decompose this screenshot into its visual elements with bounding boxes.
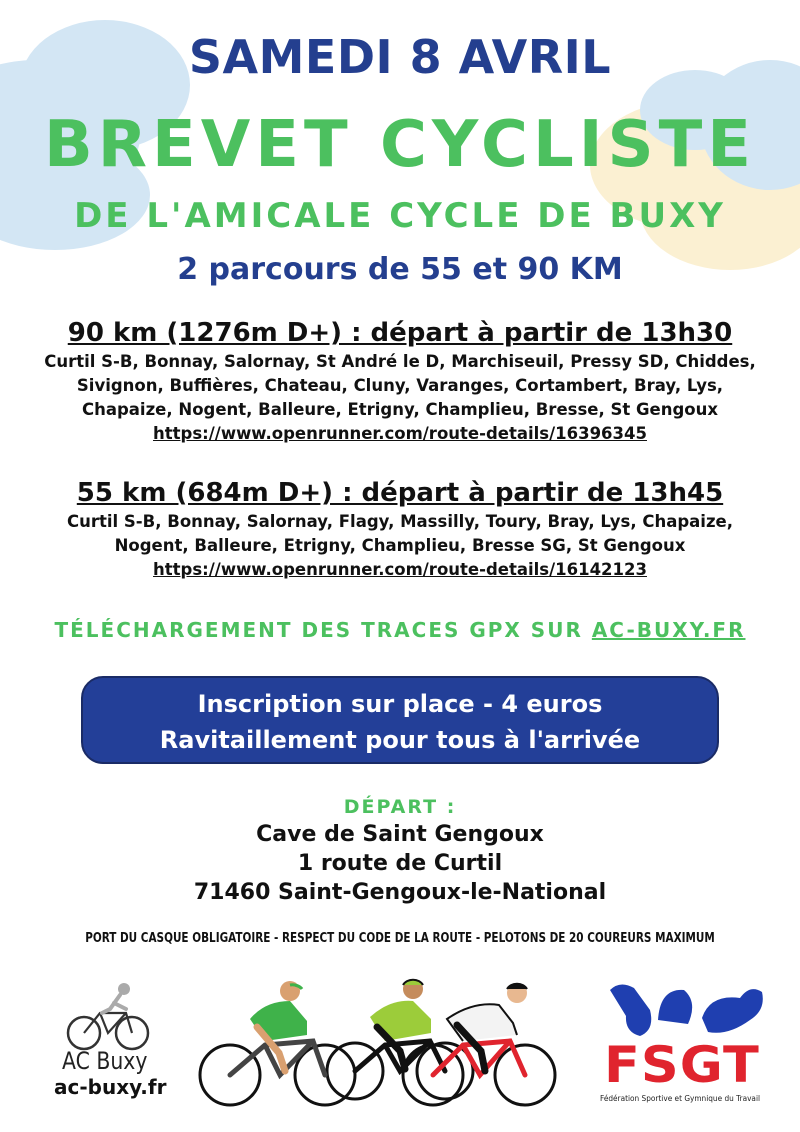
fsgt-full-name: Fédération Sportive et Gymnique du Travail xyxy=(600,1094,761,1103)
info-box-registration: Inscription sur place - 4 euros xyxy=(197,690,603,718)
fsgt-acronym: FSGT xyxy=(604,1036,760,1094)
info-box-refreshment: Ravitaillement pour tous à l'arrivée xyxy=(159,726,641,754)
departure-label: DÉPART : xyxy=(343,796,457,818)
gpx-text: TÉLÉCHARGEMENT DES TRACES GPX SUR xyxy=(54,618,583,642)
route-90-heading: 90 km (1276m D+) : départ à partir de 13h30 xyxy=(67,318,733,348)
gpx-link[interactable]: AC-BUXY.FR xyxy=(591,618,746,642)
route-55-heading: 55 km (684m D+) : départ à partir de 13h45 xyxy=(76,478,724,508)
parcours-summary: 2 parcours de 55 et 90 KM xyxy=(177,252,623,287)
route-90-section xyxy=(0,318,800,446)
info-box xyxy=(81,676,719,764)
fsgt-logo xyxy=(600,980,770,1110)
route-90-link[interactable]: https://www.openrunner.com/route-details/16396345 xyxy=(153,424,647,443)
event-title: BREVET CYCLISTE xyxy=(43,108,757,182)
route-55-section xyxy=(0,478,800,582)
route-55-line-2: Nogent, Balleure, Etrigny, Champlieu, Bresse SG, St Gengoux xyxy=(114,536,686,555)
departure-place: Cave de Saint Gengoux xyxy=(256,822,544,847)
cyclists-illustration xyxy=(195,975,560,1115)
event-date: SAMEDI 8 AVRIL xyxy=(188,30,612,84)
departure-street: 1 route de Curtil xyxy=(297,851,503,876)
route-55-line-1: Curtil S-B, Bonnay, Salornay, Flagy, Massilly, Toury, Bray, Lys, Chapaize, xyxy=(66,512,734,531)
departure-address xyxy=(0,820,800,907)
route-90-line-2: Sivignon, Buffières, Chateau, Cluny, Varanges, Cortambert, Bray, Lys, xyxy=(76,376,724,395)
ac-buxy-logo xyxy=(40,975,190,1105)
route-55-link[interactable]: https://www.openrunner.com/route-details/16142123 xyxy=(153,560,647,579)
cyclist-icon xyxy=(40,975,190,1055)
safety-rules: PORT DU CASQUE OBLIGATOIRE - RESPECT DU CODE DE LA ROUTE - PELOTONS DE 20 COUREURS MAXIMUM xyxy=(85,930,715,946)
route-90-line-1: Curtil S-B, Bonnay, Salornay, St André le D, Marchiseuil, Pressy SD, Chiddes, xyxy=(44,352,756,371)
club-name: AC Buxy xyxy=(62,1047,148,1075)
route-90-line-3: Chapaize, Nogent, Balleure, Etrigny, Champlieu, Bresse, St Gengoux xyxy=(81,400,719,419)
club-site: ac-buxy.fr xyxy=(54,1075,167,1099)
gpx-download-line xyxy=(0,618,800,642)
event-subtitle: DE L'AMICALE CYCLE DE BUXY xyxy=(74,196,726,236)
departure-city: 71460 Saint-Gengoux-le-National xyxy=(193,880,607,905)
hands-icon xyxy=(600,980,770,1040)
